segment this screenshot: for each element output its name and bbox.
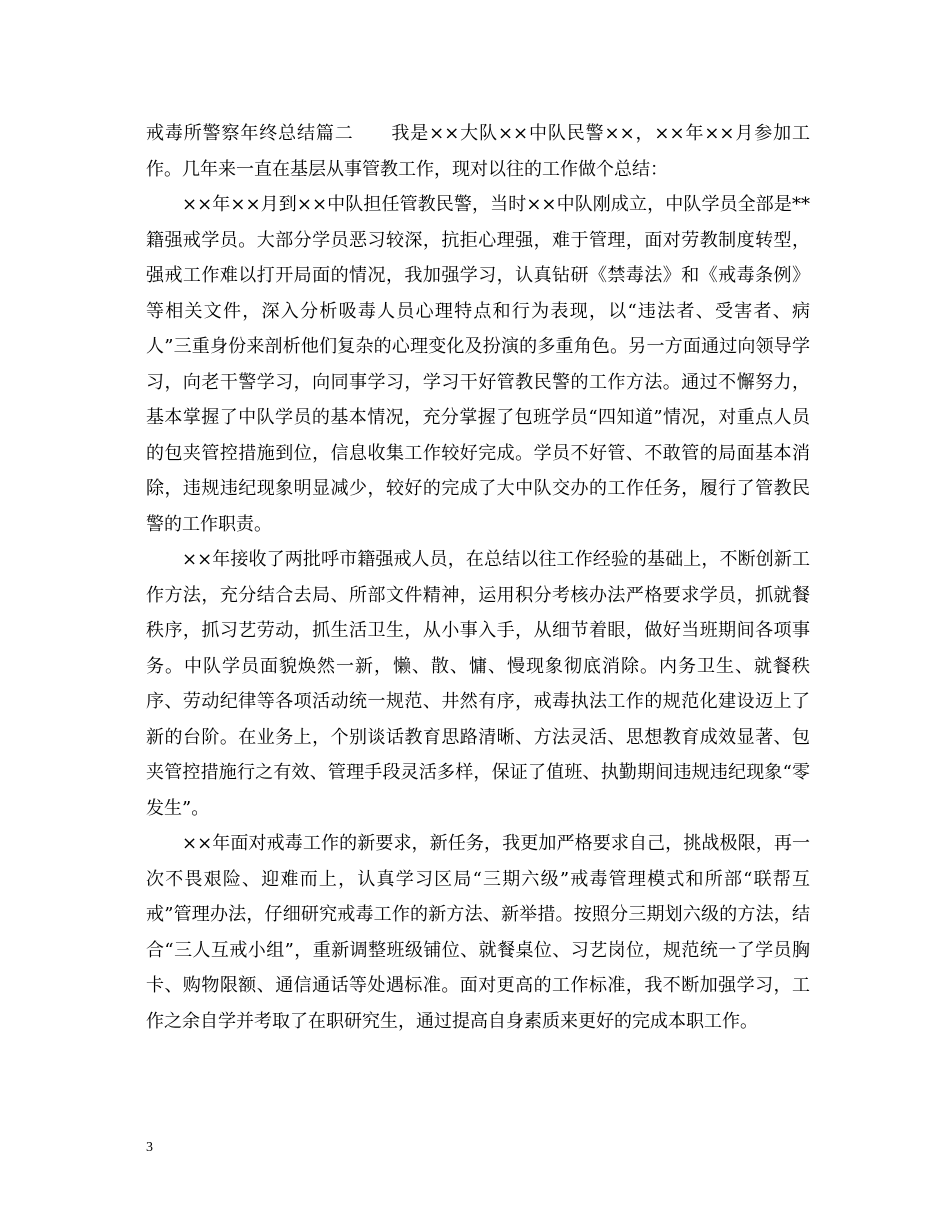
page-number: 3 xyxy=(146,1140,153,1155)
document-body xyxy=(146,116,810,1039)
paragraph-intro: 戒毒所警察年终总结篇二 我是××大队××中队民警××，××年××月参加工作。几年来一直在基层从事管教工作，现对以往的工作做个总结： xyxy=(146,123,810,180)
paragraph-third-period: ××年面对戒毒工作的新要求，新任务，我更加严格要求自己，挑战极限，再一次不畏艰险、迎难而上，认真学习区局“三期六级”戒毒管理模式和所部“联帮互戒”管理办法，仔细研究戒毒工作的新方法、新举措。按照分三期划六级的方法，结合“三人互戒小组”，重新调整班级铺位、就餐桌位、习艺岗位，规范统一了学员胸卡、购物限额、通信通话等处遇标准。面对更高的工作标准，我不断加强学习，工作之余自学并考取了在职研究生，通过提高自身素质来更好的完成本职工作。 xyxy=(146,833,810,1032)
paragraph-second-period: ××年接收了两批呼市籍强戒人员，在总结以往工作经验的基础上，不断创新工作方法，充分结合去局、所部文件精神，运用积分考核办法严格要求学员，抓就餐秩序，抓习艺劳动，抓生活卫生，从小事入手，从细节着眼，做好当班期间各项事务。中队学员面貌焕然一新，懒、散、慵、慢现象彻底消除。内务卫生、就餐秩序、劳动纪律等各项活动统一规范、井然有序，戒毒执法工作的规范化建设迈上了新的台阶。在业务上，个别谈话教育思路清晰、方法灵活、思想教育成效显著、包夹管控措施行之有效、管理手段灵活多样，保证了值班、执勤期间违规违纪现象“零发生”。 xyxy=(146,549,810,819)
paragraph-first-period: ××年××月到××中队担任管教民警，当时××中队刚成立，中队学员全部是**籍强戒学员。大部分学员恶习较深，抗拒心理强，难于管理，面对劳教制度转型，强戒工作难以打开局面的情况，我加强学习，认真钻研《禁毒法》和《戒毒条例》等相关文件，深入分析吸毒人员心理特点和行为表现，以“违法者、受害者、病人”三重身份来剖析他们复杂的心理变化及扮演的多重角色。另一方面通过向领导学习，向老干警学习，向同事学习，学习干好管教民警的工作方法。通过不懈努力，基本掌握了中队学员的基本情况，充分掌握了包班学员“四知道”情况，对重点人员的包夹管控措施到位，信息收集工作较好完成。学员不好管、不敢管的局面基本消除，违规违纪现象明显减少，较好的完成了大中队交办的工作任务，履行了管教民警的工作职责。 xyxy=(146,194,810,535)
